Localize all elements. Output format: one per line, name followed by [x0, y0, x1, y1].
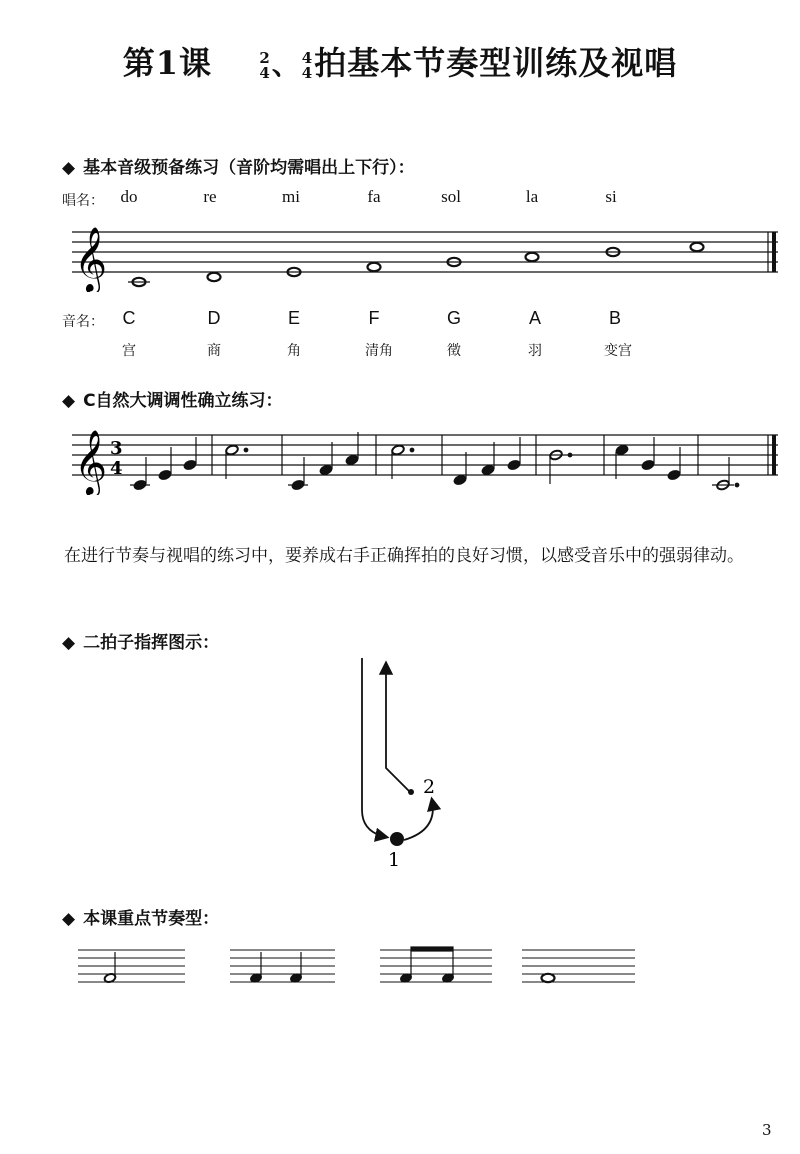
diamond-icon: ◆	[62, 391, 76, 411]
section-heading-tonality: ◆ C自然大调调性确立练习：	[62, 391, 283, 411]
rhythm-staff-1	[78, 950, 185, 982]
beat-1-dot	[390, 832, 404, 846]
rhythm-staff-3	[380, 950, 492, 982]
title-separator: 、	[271, 48, 301, 81]
note-a	[526, 253, 539, 261]
note-name-d: D	[207, 308, 221, 328]
solfege-fa: fa	[367, 187, 381, 206]
chinese-name-biangong: 变宫	[604, 343, 632, 359]
tonality-staff	[60, 425, 780, 495]
solfege-label: 唱名：	[62, 193, 104, 209]
title-suffix: 拍基本节奏型训练及视唱	[314, 44, 678, 82]
title-prefix: 第1课	[122, 44, 213, 82]
diamond-icon: ◆	[62, 909, 76, 929]
time-sig-top: 3	[110, 438, 123, 459]
note-name-label: 音名：	[62, 314, 104, 330]
time-sig-bottom: 4	[110, 458, 123, 479]
solfege-sol: sol	[441, 187, 461, 206]
rebound-path	[404, 800, 433, 840]
eighth-beam	[411, 947, 453, 951]
solfege-re: re	[203, 187, 217, 206]
section-heading-conducting: ◆ 二拍子指挥图示：	[62, 633, 220, 653]
rhythm-patterns	[70, 938, 650, 998]
upbeat-path	[386, 664, 410, 792]
note-name-f: F	[368, 308, 380, 328]
beat-1-label: 1	[388, 849, 401, 871]
page-title	[0, 38, 800, 84]
chinese-name-jue: 角	[287, 343, 301, 359]
page-number: 3	[762, 1121, 772, 1139]
scale-staff	[60, 222, 780, 292]
note-name-g: G	[446, 308, 461, 328]
note-f	[368, 263, 381, 271]
chinese-name-yu: 羽	[528, 343, 542, 359]
whole-note	[542, 974, 555, 982]
chinese-name-gong: 宫	[122, 343, 136, 359]
meter-4-4: 4 4	[301, 48, 314, 82]
treble-clef-icon: 𝄞	[74, 430, 108, 495]
note-d	[208, 273, 221, 281]
conducting-diagram	[340, 650, 470, 880]
solfege-la: la	[525, 187, 539, 206]
solfege-si: si	[605, 187, 617, 206]
solfege-mi: mi	[282, 187, 300, 206]
chinese-name-zhi: 徵	[447, 343, 461, 359]
downbeat-path	[362, 658, 386, 837]
note-name-c: C	[122, 308, 136, 328]
rhythm-staff-4	[522, 950, 635, 982]
beat-2-label: 2	[423, 776, 436, 798]
note-c-high	[691, 243, 704, 251]
instruction-paragraph: 在进行节奏与视唱的练习中，要养成右手正确挥拍的良好习惯，以感受音乐中的强弱律动。	[64, 546, 744, 566]
chinese-name-shang: 商	[207, 343, 221, 359]
meter-2-4: 2 4	[259, 48, 271, 82]
chinese-name-qingjue: 清角	[365, 343, 393, 359]
rhythm-staff-2	[230, 950, 335, 982]
section-heading-rhythms: ◆ 本课重点节奏型：	[62, 909, 220, 929]
section-heading-scale: ◆ 基本音级预备练习（音阶均需唱出上下行）：	[62, 158, 415, 178]
solfege-do: do	[120, 187, 138, 206]
note-name-e: E	[287, 308, 300, 328]
diamond-icon: ◆	[62, 158, 76, 178]
note-name-b: B	[608, 308, 621, 328]
beat-2-dot	[408, 789, 414, 795]
treble-clef-icon: 𝄞	[74, 227, 108, 292]
note-name-a: A	[528, 308, 541, 328]
diamond-icon: ◆	[62, 633, 76, 653]
